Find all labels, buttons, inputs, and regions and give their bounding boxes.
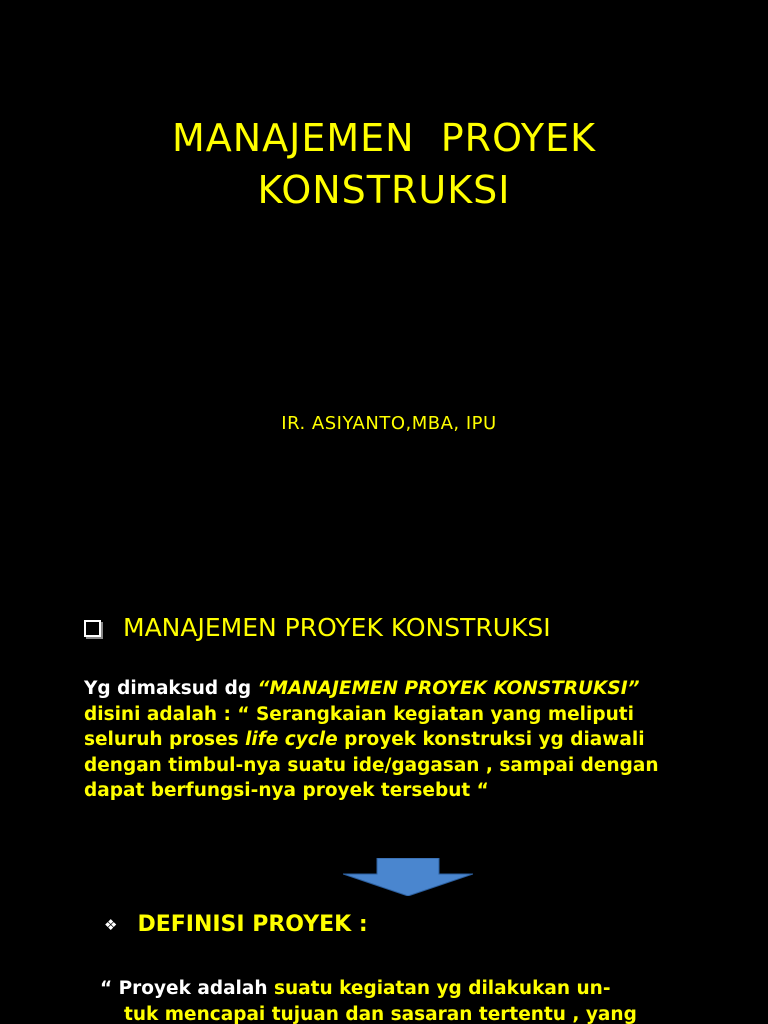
slide-title — [0, 112, 768, 216]
def-text-1: “ Proyek adalah — [100, 978, 274, 999]
title-line-2: KONSTRUKSI — [257, 168, 511, 212]
project-definition-paragraph — [100, 976, 740, 1024]
def-text-3: tuk mencapai tujuan dan sasaran tertentu , yang — [124, 1004, 637, 1024]
definition-paragraph — [84, 676, 684, 804]
para-text-3: proyek konstruksi yg diawali dengan timbul-nya suatu ide/gagasan , sampai dengan dapat berfungsi-nya proyek tersebut “ — [84, 729, 659, 801]
author-name: IR. ASIYANTO,MBA, IPU — [281, 413, 497, 434]
square-bullet-icon — [84, 620, 101, 637]
definition-heading — [104, 912, 368, 937]
para-term: “MANAJEMEN PROYEK KONSTRUKSI” — [257, 678, 640, 699]
content-slide — [0, 590, 768, 1024]
para-text-1: Yg dimaksud dg — [84, 678, 258, 699]
para-life-cycle: life cycle — [245, 729, 338, 750]
para-text-2: disini adalah : “ Serangkaian kegiatan yang meliputi seluruh proses — [84, 703, 634, 750]
definition-heading-text: DEFINISI PROYEK : — [137, 912, 368, 937]
title-line-1: MANAJEMEN PROYEK — [171, 116, 597, 160]
diamond-bullet-icon: ❖ — [104, 915, 118, 934]
down-arrow-icon — [343, 858, 473, 896]
def-text-2: suatu kegiatan yg dilakukan un- — [274, 978, 611, 999]
section-heading — [84, 613, 551, 642]
section-heading-text: MANAJEMEN PROYEK KONSTRUKSI — [123, 613, 551, 642]
